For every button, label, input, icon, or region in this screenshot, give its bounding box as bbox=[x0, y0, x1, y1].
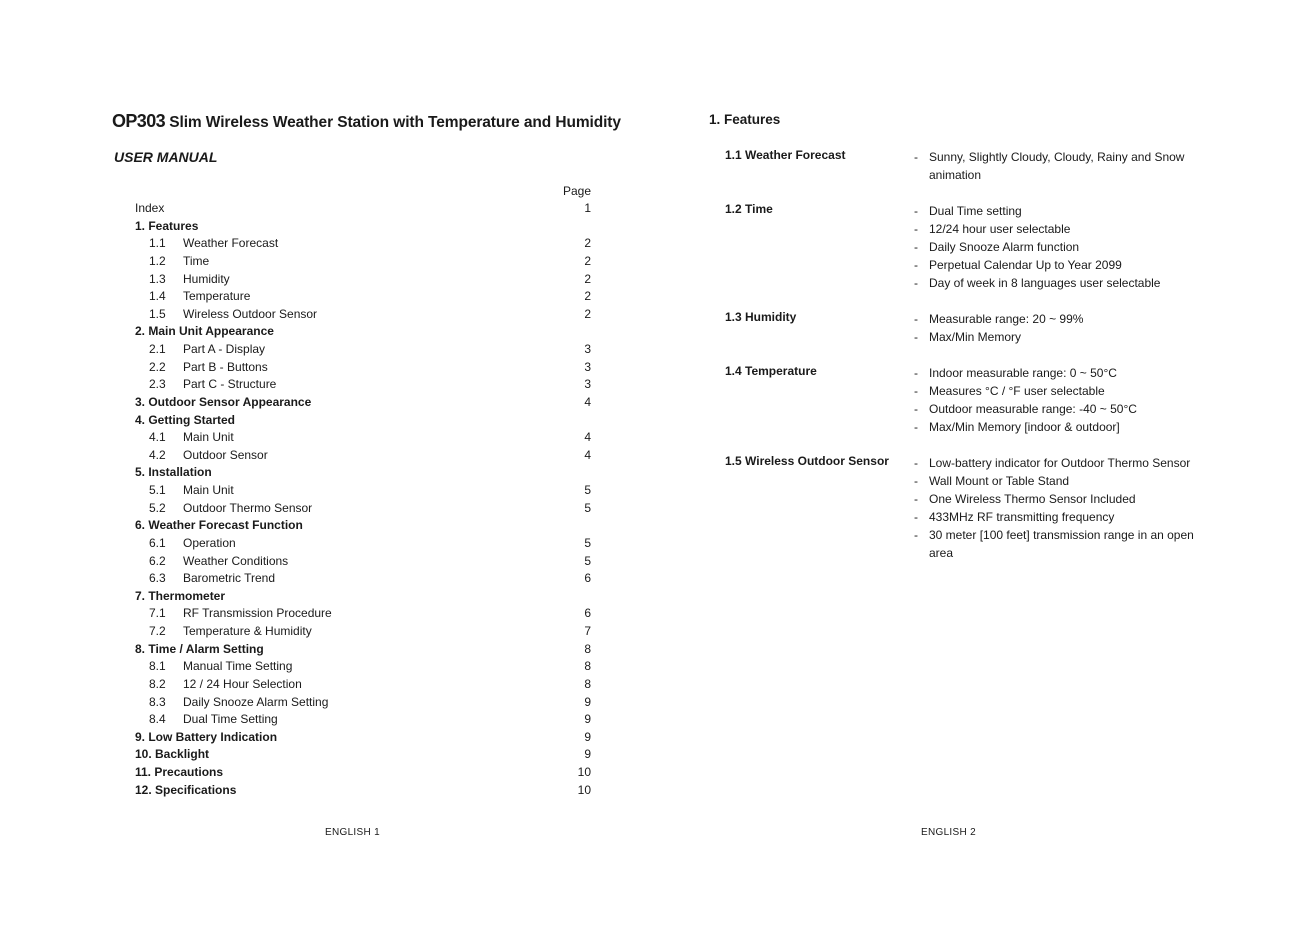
toc-row bbox=[135, 676, 595, 694]
toc-row bbox=[135, 447, 595, 465]
toc-row bbox=[135, 517, 595, 535]
feature-bullet-item: - Measures °C / °F user selectable bbox=[914, 382, 1204, 400]
toc-row bbox=[135, 746, 595, 764]
toc-page-number: 1 bbox=[584, 201, 591, 215]
toc-label: Temperature bbox=[183, 289, 251, 304]
feature-bullets bbox=[914, 454, 1204, 562]
feature-bullet-item: - Measurable range: 20 ~ 99% bbox=[914, 310, 1204, 328]
toc-number: 8.4 bbox=[149, 712, 166, 727]
toc-page-number: 5 bbox=[584, 483, 591, 497]
toc-label: Barometric Trend bbox=[183, 571, 276, 586]
toc-label: Time bbox=[183, 253, 210, 268]
toc-row bbox=[135, 376, 595, 394]
feature-bullet-item: - 12/24 hour user selectable bbox=[914, 220, 1204, 238]
toc-page-number: 3 bbox=[584, 359, 591, 374]
toc-page-number: 4 bbox=[584, 447, 591, 462]
toc-row bbox=[135, 323, 595, 341]
toc-page-number: 2 bbox=[584, 289, 591, 304]
table-of-contents bbox=[135, 200, 595, 799]
toc-label: Daily Snooze Alarm Setting bbox=[183, 694, 329, 709]
model-number: OP303 bbox=[112, 111, 166, 131]
feature-bullet-item: - Max/Min Memory bbox=[914, 328, 1204, 346]
feature-bullet-item: - Max/Min Memory [indoor & outdoor] bbox=[914, 418, 1204, 436]
toc-label: 10. Backlight bbox=[135, 747, 210, 762]
toc-label: Manual Time Setting bbox=[183, 659, 293, 674]
toc-label: Main Unit bbox=[183, 483, 234, 497]
feature-bullet-item: - Low-battery indicator for Outdoor Thermo Sensor bbox=[914, 454, 1204, 472]
toc-label: Main Unit bbox=[183, 430, 234, 445]
toc-number: 8.1 bbox=[149, 659, 166, 674]
toc-row bbox=[135, 588, 595, 606]
toc-number: 5.2 bbox=[149, 500, 166, 515]
feature-bullet-item: - One Wireless Thermo Sensor Included bbox=[914, 490, 1204, 508]
toc-row bbox=[135, 641, 595, 659]
feature-bullet-item: - Wall Mount or Table Stand bbox=[914, 472, 1204, 490]
toc-row bbox=[135, 394, 595, 412]
toc-label: 12 / 24 Hour Selection bbox=[183, 676, 302, 691]
toc-label: Part A - Display bbox=[183, 342, 266, 356]
toc-row bbox=[135, 464, 595, 482]
toc-label: Wireless Outdoor Sensor bbox=[183, 306, 318, 321]
toc-label: 7. Thermometer bbox=[135, 588, 226, 603]
toc-number: 8.3 bbox=[149, 694, 166, 709]
toc-page-number: 8 bbox=[584, 659, 591, 674]
toc-label: 3. Outdoor Sensor Appearance bbox=[135, 394, 312, 409]
toc-label: Humidity bbox=[183, 271, 230, 286]
toc-number: 2.1 bbox=[149, 342, 166, 356]
toc-label: 9. Low Battery Indication bbox=[135, 729, 278, 744]
toc-number: 1.2 bbox=[149, 253, 166, 268]
feature-bullets bbox=[914, 364, 1204, 436]
toc-row bbox=[135, 482, 595, 500]
toc-label: 5. Installation bbox=[135, 465, 212, 480]
toc-label: Dual Time Setting bbox=[183, 712, 278, 727]
toc-row bbox=[135, 658, 595, 676]
toc-number: 1.3 bbox=[149, 271, 166, 286]
toc-label: Operation bbox=[183, 535, 236, 550]
toc-label: 8. Time / Alarm Setting bbox=[135, 641, 264, 656]
page-footer-right: ENGLISH 2 bbox=[921, 827, 976, 838]
toc-number: 5.1 bbox=[149, 483, 166, 497]
toc-page-number: 9 bbox=[584, 729, 591, 744]
toc-page-number: 6 bbox=[584, 606, 591, 621]
toc-page-number: 7 bbox=[584, 624, 591, 638]
toc-page-number: 8 bbox=[584, 641, 591, 656]
toc-row bbox=[135, 694, 595, 712]
page-footer-left: ENGLISH 1 bbox=[325, 827, 380, 838]
toc-number: 1.5 bbox=[149, 306, 166, 321]
toc-row bbox=[135, 235, 595, 253]
toc-number: 4.2 bbox=[149, 447, 166, 462]
toc-label: Outdoor Thermo Sensor bbox=[183, 500, 313, 515]
toc-row bbox=[135, 570, 595, 588]
toc-row bbox=[135, 306, 595, 324]
toc-page-number: 4 bbox=[584, 430, 591, 445]
toc-row bbox=[135, 605, 595, 623]
toc-page-number: 5 bbox=[584, 500, 591, 515]
toc-label: 1. Features bbox=[135, 218, 199, 233]
toc-row bbox=[135, 429, 595, 447]
feature-bullet-item: - Indoor measurable range: 0 ~ 50°C bbox=[914, 364, 1204, 382]
document-title bbox=[112, 111, 621, 132]
toc-label: Part B - Buttons bbox=[183, 359, 268, 374]
toc-row bbox=[135, 553, 595, 571]
toc-number: 8.2 bbox=[149, 676, 166, 691]
toc-row bbox=[135, 288, 595, 306]
feature-bullet-item: - Dual Time setting bbox=[914, 202, 1204, 220]
feature-bullets bbox=[914, 310, 1204, 346]
toc-number: 1.4 bbox=[149, 289, 166, 304]
toc-row bbox=[135, 253, 595, 271]
toc-label: 11. Precautions bbox=[135, 765, 224, 779]
title-text: Slim Wireless Weather Station with Temperature and Humidity bbox=[169, 114, 621, 131]
feature-label: 1.3 Humidity bbox=[725, 310, 797, 324]
toc-label: 12. Specifications bbox=[135, 782, 237, 797]
feature-bullet-item: - Perpetual Calendar Up to Year 2099 bbox=[914, 256, 1204, 274]
toc-number: 2.3 bbox=[149, 377, 166, 392]
toc-label: 6. Weather Forecast Function bbox=[135, 518, 303, 533]
toc-page-number: 8 bbox=[584, 676, 591, 691]
toc-number: 6.2 bbox=[149, 553, 166, 568]
right-page bbox=[652, 0, 1304, 952]
toc-row bbox=[135, 729, 595, 747]
toc-row bbox=[135, 711, 595, 729]
page-column-label: Page bbox=[563, 184, 592, 198]
toc-row bbox=[135, 535, 595, 553]
feature-bullet-item: - 30 meter [100 feet] transmission range in an open area bbox=[914, 526, 1204, 562]
toc-page-number: 10 bbox=[577, 782, 591, 797]
toc-label: RF Transmission Procedure bbox=[183, 606, 332, 621]
feature-label: 1.5 Wireless Outdoor Sensor bbox=[725, 454, 889, 468]
toc-row bbox=[135, 218, 595, 236]
feature-bullet-item: - Outdoor measurable range: -40 ~ 50°C bbox=[914, 400, 1204, 418]
toc-row bbox=[135, 271, 595, 289]
toc-number: 6.1 bbox=[149, 535, 166, 550]
toc-label: Weather Conditions bbox=[183, 553, 289, 568]
toc-page-number: 5 bbox=[584, 553, 591, 568]
toc-number: 7.2 bbox=[149, 624, 166, 638]
toc-page-number: 2 bbox=[584, 253, 591, 268]
toc-number: 4.1 bbox=[149, 430, 166, 445]
toc-label: Outdoor Sensor bbox=[183, 447, 268, 462]
toc-page-number: 6 bbox=[584, 571, 591, 586]
toc-row bbox=[135, 623, 595, 641]
toc-number: 2.2 bbox=[149, 359, 166, 374]
toc-page-number: 2 bbox=[584, 271, 591, 286]
toc-page-number: 3 bbox=[584, 377, 591, 392]
feature-bullet-item: - 433MHz RF transmitting frequency bbox=[914, 508, 1204, 526]
toc-row bbox=[135, 412, 595, 430]
toc-number: 1.1 bbox=[149, 236, 166, 251]
toc-row bbox=[135, 341, 595, 359]
feature-bullets bbox=[914, 202, 1204, 292]
toc-page-number: 9 bbox=[584, 712, 591, 727]
feature-bullet-item: - Daily Snooze Alarm function bbox=[914, 238, 1204, 256]
toc-row bbox=[135, 764, 595, 782]
toc-page-number: 3 bbox=[584, 342, 591, 356]
feature-bullets bbox=[914, 148, 1204, 184]
toc-label: Part C - Structure bbox=[183, 377, 277, 392]
toc-label: Weather Forecast bbox=[183, 236, 279, 251]
feature-label: 1.4 Temperature bbox=[725, 364, 817, 378]
features-heading: 1. Features bbox=[709, 112, 781, 127]
toc-row bbox=[135, 359, 595, 377]
toc-page-number: 5 bbox=[584, 535, 591, 550]
toc-number: 6.3 bbox=[149, 571, 166, 586]
toc-page-number: 2 bbox=[584, 306, 591, 321]
toc-row bbox=[135, 782, 595, 800]
toc-label: 4. Getting Started bbox=[135, 412, 236, 427]
document-subtitle: USER MANUAL bbox=[114, 149, 218, 165]
toc-number: 7.1 bbox=[149, 606, 166, 621]
toc-page-number: 9 bbox=[584, 694, 591, 709]
toc-label: Index bbox=[135, 201, 165, 215]
toc-label: 2. Main Unit Appearance bbox=[135, 324, 274, 339]
toc-page-number: 2 bbox=[584, 236, 591, 251]
feature-bullet-item: - Sunny, Slightly Cloudy, Cloudy, Rainy and Snow animation bbox=[914, 148, 1204, 184]
toc-page-number: 9 bbox=[584, 747, 591, 762]
toc-page-number: 4 bbox=[584, 394, 591, 409]
toc-row bbox=[135, 200, 595, 218]
feature-bullet-item: - Day of week in 8 languages user selectable bbox=[914, 274, 1204, 292]
feature-label: 1.1 Weather Forecast bbox=[725, 148, 846, 162]
toc-row bbox=[135, 500, 595, 518]
toc-label: Temperature & Humidity bbox=[183, 624, 312, 638]
feature-label: 1.2 Time bbox=[725, 202, 773, 216]
toc-page-number: 10 bbox=[577, 765, 591, 779]
